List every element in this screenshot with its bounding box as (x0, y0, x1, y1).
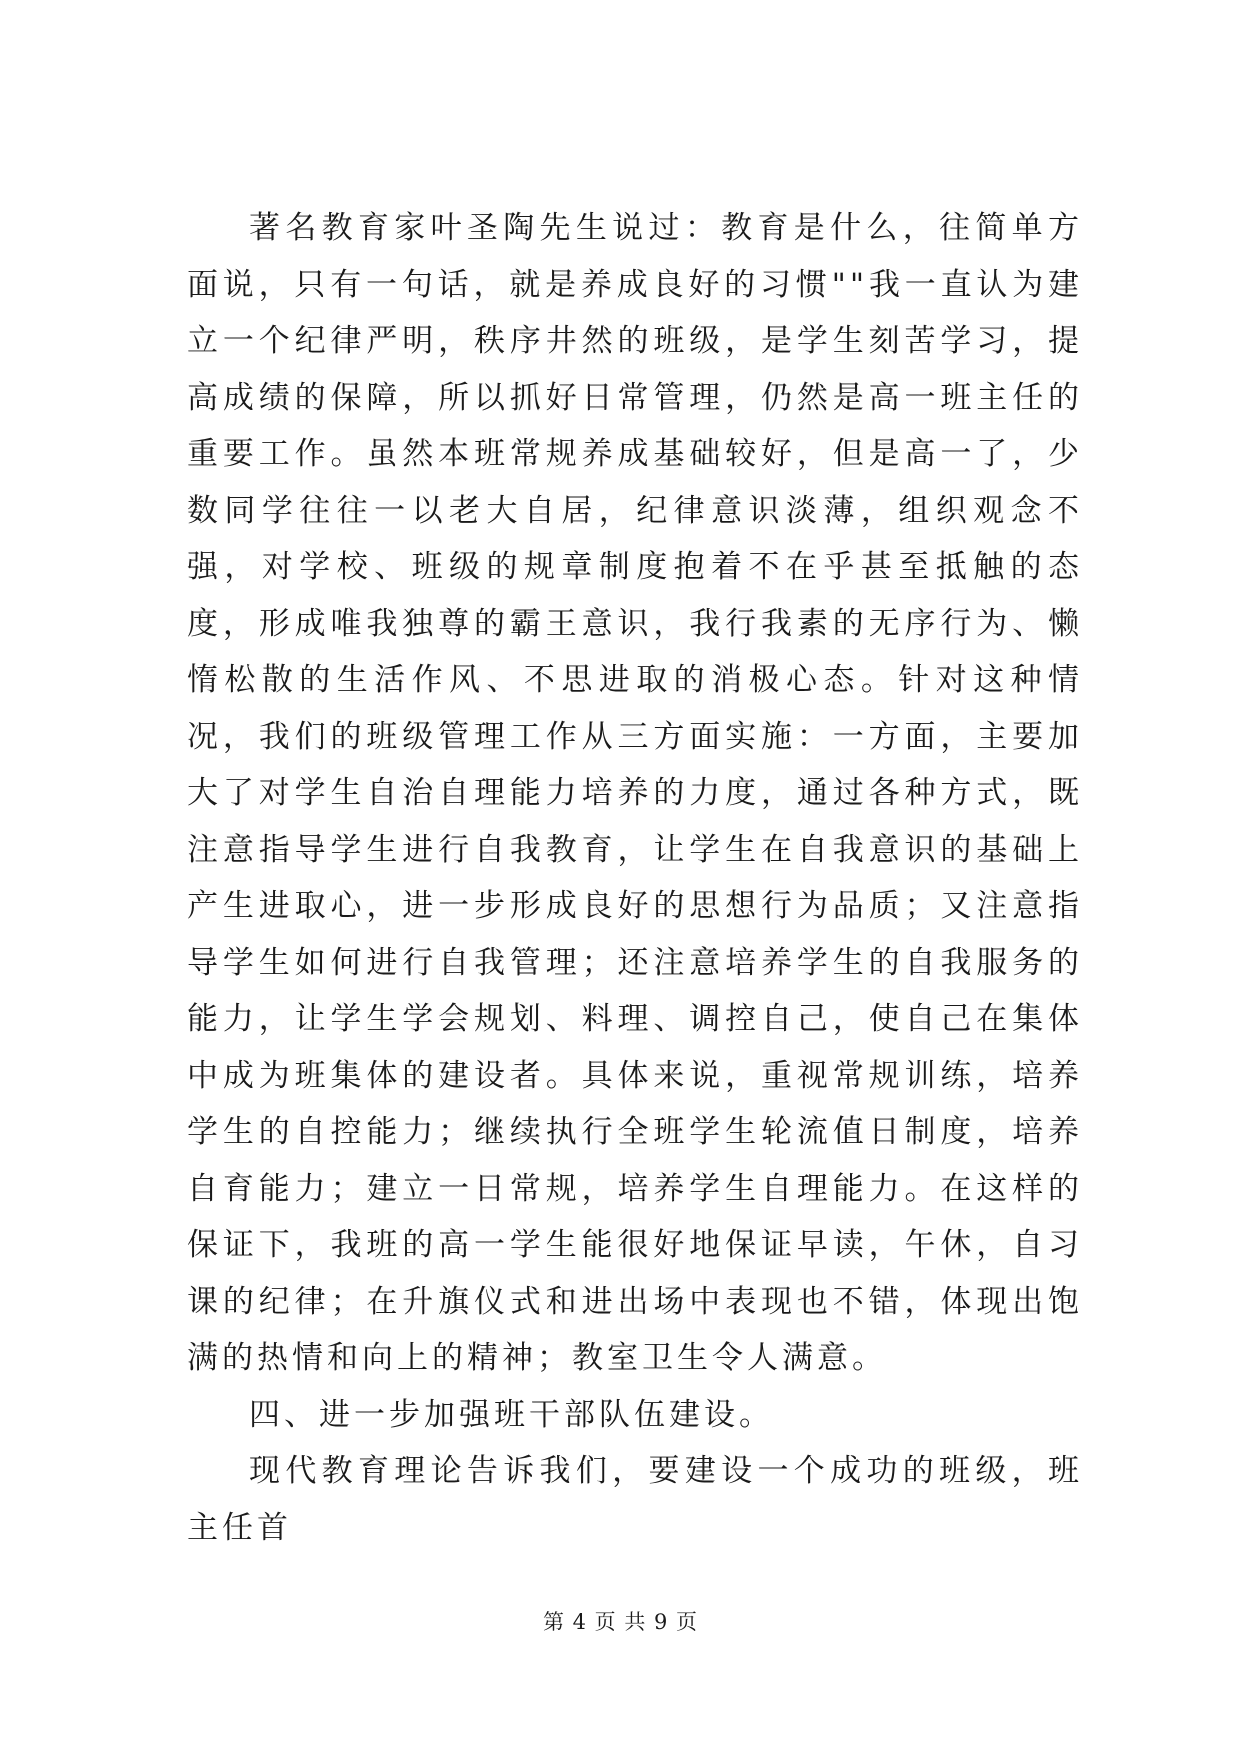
body-paragraph: 著名教育家叶圣陶先生说过：教育是什么，往简单方面说，只有一句话，就是养成良好的习惯""我一直认为建立一个纪律严明，秩序井然的班级，是学生刻苦学习，提高成绩的保障，所以抓好日常管理，仍然是高一班主任的重要工作。虽然本班常规养成基础较好，但是高一了，少数同学往往一以老大自居，纪律意识淡薄，组织观念不强，对学校、班级的规章制度抱着不在乎甚至抵触的态度，形成唯我独尊的霸王意识，我行我素的无序行为、懒惰松散的生活作风、不思进取的消极心态。针对这种情况，我们的班级管理工作从三方面实施：一方面，主要加大了对学生自治自理能力培养的力度，通过各种方式，既注意指导学生进行自我教育，让学生在自我意识的基础上产生进取心，进一步形成良好的思想行为品质；又注意指导学生如何进行自我管理；还注意培养学生的自我服务的能力，让学生学会规划、料理、调控自己，使自己在集体中成为班集体的建设者。具体来说，重视常规训练，培养学生的自控能力；继续执行全班学生轮流值日制度，培养自育能力；建立一日常规，培养学生自理能力。在这样的保证下，我班的高一学生能很好地保证早读，午休，自习课的纪律；在升旗仪式和进出场中表现也不错，体现出饱满的热情和向上的精神；教室卫生令人满意。 (187, 210, 1083, 1376)
page-footer (0, 1608, 1241, 1636)
document-body (187, 200, 1083, 1556)
page-number-label: 第 4 页 共 9 页 (542, 1610, 699, 1634)
section-heading: 四、进一步加强班干部队伍建设。 (249, 1396, 774, 1433)
body-paragraph-continued: 现代教育理论告诉我们，要建设一个成功的班级，班主任首 (187, 1453, 1083, 1546)
